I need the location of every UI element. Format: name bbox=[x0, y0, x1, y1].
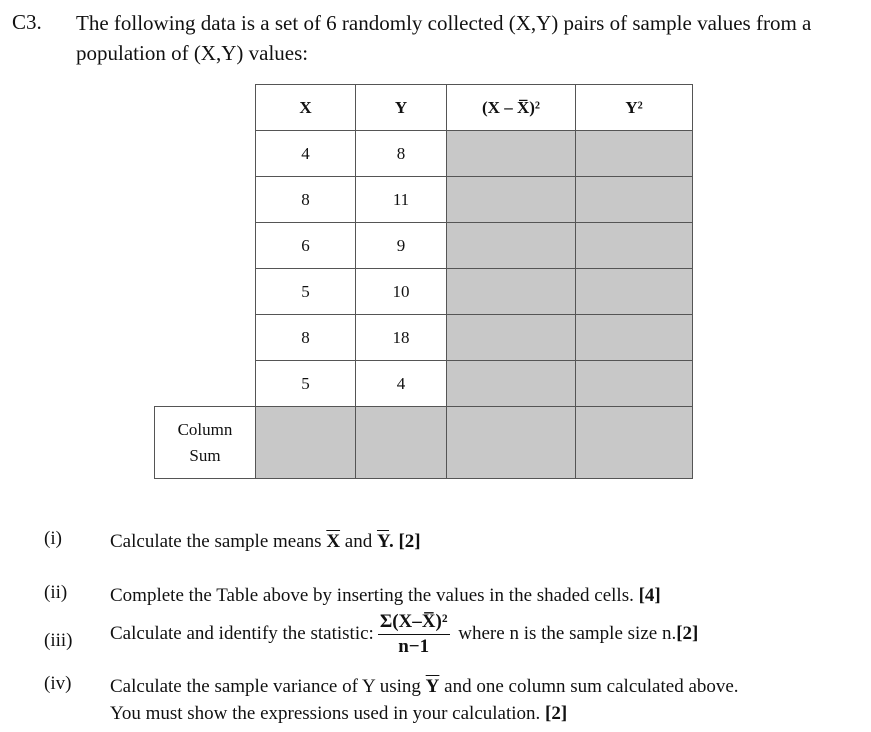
table-row bbox=[155, 361, 693, 407]
table-row bbox=[155, 223, 693, 269]
header-y-sq: Y² bbox=[576, 85, 693, 131]
part-text bbox=[110, 610, 850, 659]
statistic-fraction bbox=[378, 610, 450, 659]
table-row bbox=[155, 315, 693, 361]
table-row bbox=[155, 131, 693, 177]
part-text-post: and one column sum calculated above. bbox=[439, 676, 739, 697]
fraction-numerator: Σ(X–X̅)² bbox=[378, 610, 450, 635]
blank-cell bbox=[155, 177, 256, 223]
y-value: 11 bbox=[356, 177, 447, 223]
column-sum-row bbox=[155, 407, 693, 479]
question-intro: The following data is a set of 6 randomly collected (X,Y) pairs of sample values from a population of (X,Y) values: bbox=[76, 11, 812, 65]
part-text-line2: You must show the expressions used in your calculation. bbox=[110, 703, 541, 724]
header-x-dev-sq: (X – X̅)² bbox=[447, 85, 576, 131]
part-number: (iv) bbox=[44, 673, 72, 694]
part-text bbox=[110, 673, 850, 727]
part-text-pre: Calculate the sample means bbox=[110, 531, 327, 552]
shaded-cell bbox=[447, 315, 576, 361]
blank-cell bbox=[155, 131, 256, 177]
sum-label-line1: Column bbox=[177, 419, 233, 439]
x-value: 8 bbox=[256, 315, 356, 361]
marks: [2] bbox=[545, 703, 568, 724]
shaded-cell bbox=[576, 223, 693, 269]
x-value: 6 bbox=[256, 223, 356, 269]
blank-cell bbox=[155, 315, 256, 361]
data-table bbox=[154, 84, 693, 479]
part-number: (ii) bbox=[44, 582, 68, 603]
x-bar-symbol: $\overline{X}$ bbox=[326, 531, 341, 552]
marks: [2] bbox=[676, 622, 699, 644]
marks: [4] bbox=[638, 585, 661, 606]
part-number: (iii) bbox=[44, 630, 73, 651]
shaded-cell bbox=[576, 315, 693, 361]
header-x: X bbox=[256, 85, 356, 131]
shaded-cell bbox=[447, 407, 576, 479]
part-text-post: . bbox=[388, 531, 394, 552]
shaded-cell bbox=[356, 407, 447, 479]
part-text bbox=[110, 528, 850, 555]
y-value: 18 bbox=[356, 315, 447, 361]
shaded-cell bbox=[447, 177, 576, 223]
shaded-cell bbox=[576, 407, 693, 479]
x-value: 5 bbox=[256, 361, 356, 407]
shaded-cell bbox=[256, 407, 356, 479]
part-text-body: Complete the Table above by inserting the values in the shaded cells. bbox=[110, 585, 634, 606]
table-row bbox=[155, 269, 693, 315]
x-value: 8 bbox=[256, 177, 356, 223]
part-text-pre: Calculate the sample variance of Y using bbox=[110, 676, 426, 697]
y-bar-symbol: $\overline{Y}$ bbox=[425, 676, 440, 697]
shaded-cell bbox=[576, 177, 693, 223]
part-text-post: where n is the sample size n. bbox=[453, 622, 677, 644]
blank-cell bbox=[155, 85, 256, 131]
y-value: 4 bbox=[356, 361, 447, 407]
part-number: (i) bbox=[44, 528, 62, 549]
blank-cell bbox=[155, 223, 256, 269]
question-number: C3. bbox=[12, 10, 42, 34]
table-row bbox=[155, 177, 693, 223]
shaded-cell bbox=[576, 131, 693, 177]
part-text bbox=[110, 582, 850, 609]
y-value: 10 bbox=[356, 269, 447, 315]
sum-label-line2: Sum bbox=[189, 445, 221, 465]
part-text-and: and bbox=[340, 531, 377, 552]
header-y: Y bbox=[356, 85, 447, 131]
y-value: 9 bbox=[356, 223, 447, 269]
part-text-pre: Calculate and identify the statistic: bbox=[110, 622, 374, 644]
y-bar-symbol: $\overline{Y}$ bbox=[376, 531, 389, 552]
marks: [2] bbox=[398, 531, 421, 552]
fraction-denominator: n−1 bbox=[398, 636, 430, 657]
table-header-row bbox=[155, 85, 693, 131]
shaded-cell bbox=[447, 131, 576, 177]
blank-cell bbox=[155, 361, 256, 407]
shaded-cell bbox=[576, 361, 693, 407]
column-sum-label bbox=[155, 407, 256, 479]
shaded-cell bbox=[447, 361, 576, 407]
y-value: 8 bbox=[356, 131, 447, 177]
x-value: 4 bbox=[256, 131, 356, 177]
blank-cell bbox=[155, 269, 256, 315]
shaded-cell bbox=[447, 223, 576, 269]
shaded-cell bbox=[576, 269, 693, 315]
shaded-cell bbox=[447, 269, 576, 315]
x-value: 5 bbox=[256, 269, 356, 315]
